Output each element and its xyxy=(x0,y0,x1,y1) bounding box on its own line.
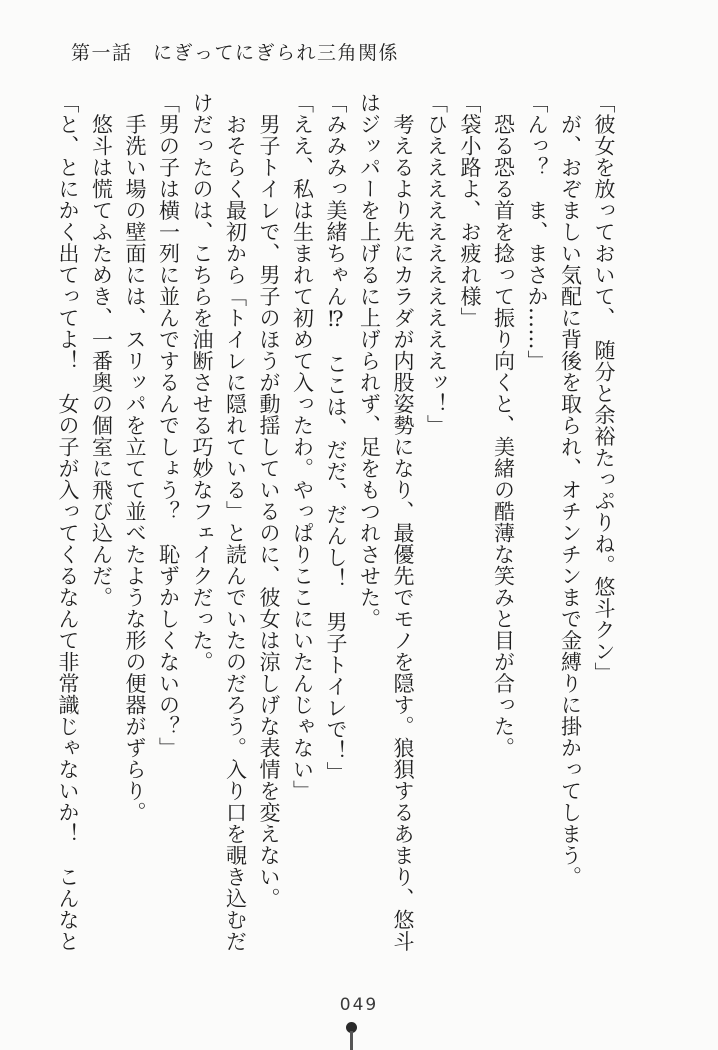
text-column-16: 悠斗は慌てふためき、一番奥の個室に飛び込んだ。 xyxy=(89,92,114,608)
text-column-7: 考えるより先にカラダが内股姿勢になり、最優先でモノを隠す。狼狽するあまり、悠斗 xyxy=(391,92,415,952)
vertical-text-body xyxy=(51,92,621,1037)
page-number: 049 xyxy=(339,995,379,1015)
text-column-1: 「彼女を放っておいて、 随分と余裕たっぷりね。悠斗クン」 xyxy=(592,92,616,684)
text-column-13: けだったのは、こちらを油断させる巧妙なフェイクだった。 xyxy=(190,92,214,673)
text-column-14: 「男の子は横一列に並んでするんでしょう？ 恥ずかしくないの？」 xyxy=(156,92,181,759)
text-column-2: が、おぞましい気配に背後を取られ、オチンチンまで金縛りに掛かってしまう。 xyxy=(558,92,583,888)
text-column-9: 「みみみっ美緒ちゃん⁉ ここは、だだ、だんし！ 男子トイレで！」 xyxy=(324,92,348,783)
text-column-8: はジッパーを上げるに上げられず、足をもつれさせた。 xyxy=(357,92,382,630)
text-column-15: 手洗い場の壁面には、スリッパを立てて並べたような形の便器がずらり。 xyxy=(123,92,147,823)
text-column-3: 「んっ？ ま、まさか……」 xyxy=(525,92,549,372)
chapter-heading: 第一話 にぎってにぎられ三角関係 xyxy=(71,42,400,64)
text-column-4: 恐る恐る首を捻って振り向くと、美緒の酷薄な笑みと目が合った。 xyxy=(491,92,516,759)
text-column-6: 「ひえええええええええええッ！」 xyxy=(424,92,449,436)
text-column-5: 「袋小路よ、お疲れ様」 xyxy=(458,92,482,329)
text-column-12: おそらく最初から「トイレに隠れている」と読んでいたのだろう。入り口を覗き込むだ xyxy=(223,92,248,952)
page-marker-line xyxy=(350,1031,353,1050)
text-column-17: 「と、とにかく出てってよ！ 女の子が入ってくるなんて非常識じゃないか！ こんなと xyxy=(56,92,80,952)
text-column-10: 「ええ、私は生まれて初めて入ったわ。やっぱりここにいたんじゃない」 xyxy=(290,92,315,802)
text-column-11: 男子トイレで、男子のほうが動揺しているのに、彼女は涼しげな表情を変えない。 xyxy=(257,92,281,909)
